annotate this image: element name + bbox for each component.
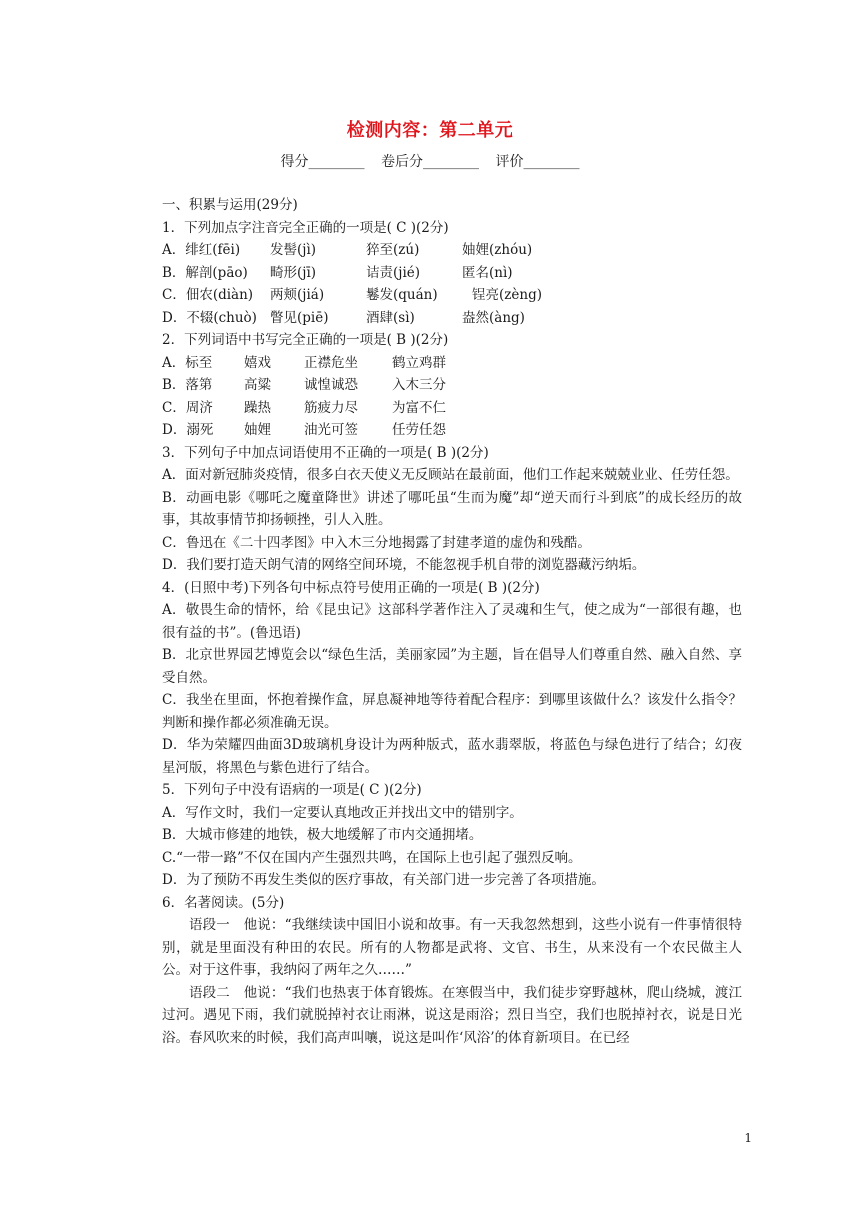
question-1-option-d: [162, 307, 742, 330]
option-item: 盎然(àng): [462, 309, 525, 326]
option-item: 正襟危坐: [304, 354, 358, 371]
question-4-stem: 4．(日照中考)下列各句中标点符号使用正确的一项是( B )(2分): [162, 579, 540, 596]
option-item: 妯娌(zhóu): [462, 242, 533, 258]
post-score-field: 卷后分________: [381, 154, 479, 170]
question-6-stem: 6．名著阅读。(5分): [162, 894, 285, 911]
option-item: 鹤立鸡群: [392, 354, 446, 371]
question-4-option-d: D．华为荣耀四曲面3D玻璃机身设计为两种版式，蓝水翡翠版，将蓝色与绿色进行了结合；幻夜星河版，将黑色与紫色进行了结合。: [162, 737, 742, 776]
option-item: 畸形(jī): [270, 264, 317, 281]
page-title: 检测内容：第二单元: [346, 120, 514, 141]
question-2-option-b: [162, 374, 742, 397]
page-number: 1: [744, 1131, 752, 1145]
option-item: 瞥见(piē): [270, 309, 329, 326]
option-item: 猝至(zú): [366, 242, 420, 258]
question-1-option-b: [162, 262, 742, 285]
option-item: 鬈发(quán): [366, 287, 438, 303]
option-item: B．落第: [162, 377, 213, 393]
option-item: 为富不仁: [392, 399, 446, 416]
question-3-stem: 3．下列句子中加点词语使用不正确的一项是( B )(2分): [162, 444, 489, 461]
option-item: 入木三分: [392, 377, 446, 393]
question-1-option-a: [162, 239, 742, 262]
option-item: 妯娌: [244, 422, 271, 438]
question-4-option-c: C．我坐在里面，怀抱着操作盒，屏息凝神地等待着配合程序：到哪里该做什么？该发什么指令？判断和操作都必须准确无误。: [162, 692, 742, 731]
question-1-option-c: [162, 284, 742, 307]
reading-paragraph-1: 语段一 他说：“我继续读中国旧小说和故事。有一天我忽然想到，这些小说有一件事情很特别，就是里面没有种田的农民。所有的人物都是武将、文官、书生，从来没有一个农民做主人公。对于这件事，我纳闷了两年之久……”: [162, 917, 742, 978]
option-item: C．周济: [162, 399, 213, 416]
question-3-option-b: [162, 487, 742, 532]
option-item: C．佃农(diàn): [162, 287, 254, 303]
option-item: 躁热: [244, 399, 271, 416]
option-item: A．绯红(fēi): [162, 242, 241, 258]
option-item: 诘责(jié): [366, 264, 421, 281]
question-3-option-a: [162, 464, 742, 487]
option-item: A．标至: [162, 354, 213, 371]
question-3-option-c: C．鲁迅在《二十四孝图》中入木三分地揭露了封建孝道的虚伪和残酷。: [162, 534, 591, 551]
option-item: 酒肆(sì): [366, 309, 415, 326]
question-5-stem: 5．下列句子中没有语病的一项是( C )(2分): [162, 782, 422, 798]
option-item: 锃亮(zèng): [472, 287, 542, 303]
evaluation-field: 评价________: [495, 154, 580, 170]
question-5-option-c: C.“一带一路”不仅在国内产生强烈共鸣，在国际上也引起了强烈反响。: [162, 849, 582, 866]
question-4-option-b: B．北京世界园艺博览会以“绿色生活，美丽家园”为主题，旨在倡导人们尊重自然、融入自然、享受自然。: [162, 647, 742, 686]
question-1-stem: 1．下列加点字注音完全正确的一项是( C )(2分): [162, 219, 449, 236]
option-item: B．解剖(pāo): [162, 264, 248, 281]
option-item: 油光可签: [304, 422, 358, 438]
question-4-option-a: A．敬畏生命的情怀，给《昆虫记》这部科学著作注入了灵魂和生气，使之成为“一部很有趣，也很有益的书”。(鲁迅语): [162, 602, 742, 641]
option-item: D．不辍(chuò): [162, 309, 257, 326]
question-2-option-a: [162, 352, 742, 375]
question-5-option-a: A．写作文时，我们一定要认真地改正并找出文中的错别字。: [162, 804, 523, 821]
question-2-option-c: [162, 397, 742, 420]
option-item: 诚惶诚恐: [304, 377, 358, 393]
question-3-option-d: D．我们要打造天朗气清的网络空间环境，不能忽视手机自带的浏览器藏污纳垢。: [162, 557, 646, 573]
option-item: 嬉戏: [244, 354, 271, 371]
option-item: 匿名(nì): [462, 264, 513, 281]
section-heading: 一、积累与运用(29分): [162, 197, 298, 213]
question-2-option-d: [162, 419, 742, 442]
reading-paragraph-2: 语段二 他说：“我们也热衷于体育锻炼。在寒假当中，我们徒步穿野越林，爬山绕城，渡江过河。遇见下雨，我们就脱掉衬衣让雨淋，说这是雨浴；烈日当空，我们也脱掉衬衣，说是日光浴。春风吹来的时候，我们高声叫嚷，说这是叫作‘风浴’的体育新项目。在已经: [162, 984, 742, 1046]
option-item: 两颊(jiá): [270, 287, 325, 303]
question-5-option-b: B．大城市修建的地铁，极大地缓解了市内交通拥堵。: [162, 827, 483, 843]
option-item: 筋疲力尽: [304, 399, 358, 416]
option-item: 高粱: [244, 377, 271, 393]
score-field: 得分________: [280, 154, 365, 170]
question-5-option-d: D．为了预防不再发生类似的医疗事故，有关部门进一步完善了各项措施。: [162, 872, 605, 888]
option-item: D．溺死: [162, 422, 214, 438]
option-text: A．面对新冠肺炎疫情，很多白衣天使义无反顾站在最前面，他们工作起来兢兢业业、任劳任怨。: [162, 467, 739, 483]
exam-content: [162, 194, 742, 1049]
option-item: 发髻(jì): [270, 242, 317, 258]
score-bar: [0, 151, 860, 171]
option-item: 任劳任怨: [392, 422, 446, 438]
option-text: B．动画电影《哪吒之魔童降世》讲述了哪吒虽“生而为魔”却“逆天而行斗到底”的成长经历的故事，其故事情节抑扬顿挫，引人入胜。: [162, 489, 742, 528]
question-2-stem: 2．下列词语中书写完全正确的一项是( B )(2分): [162, 332, 449, 348]
